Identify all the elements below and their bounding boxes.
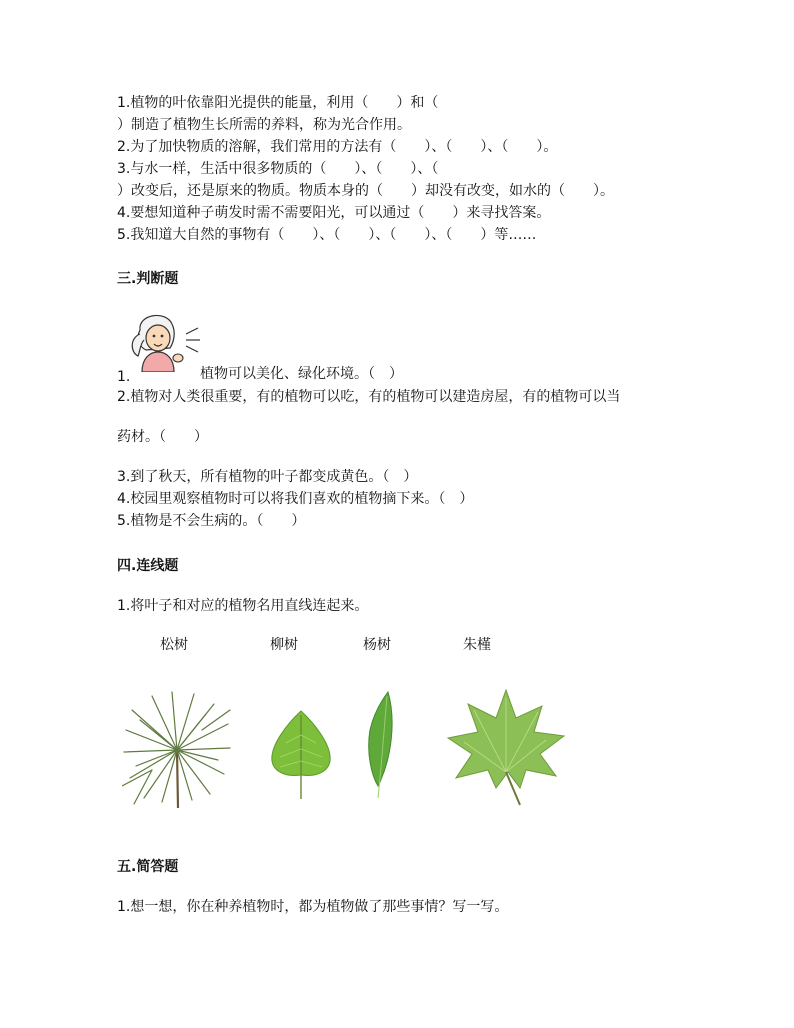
section-heading-match: 四.连线题 — [117, 558, 179, 574]
girl-speaking-illustration — [128, 308, 202, 372]
essay-q1: 1.想一想，你在种养植物时，都为植物做了那些事情？写一写。 — [117, 899, 509, 915]
willow-leaf-icon — [362, 690, 398, 800]
plant-name-willow: 柳树 — [270, 637, 298, 653]
match-instruction: 1.将叶子和对应的植物名用直线连起来。 — [117, 598, 369, 614]
section-heading-judge: 三.判断题 — [117, 271, 179, 287]
birch-leaf-image — [266, 705, 336, 800]
birch-leaf-icon — [266, 705, 336, 800]
judge-q3: 3.到了秋天，所有植物的叶子都变成黄色。（ ） — [117, 469, 418, 485]
fill-line-4: 3.与水一样，生活中很多物质的（ ）、（ ）、（ — [117, 161, 439, 177]
judge-q1-number: 1. — [117, 369, 131, 385]
plant-name-hibiscus: 朱槿 — [463, 637, 491, 653]
hibiscus-leaf-image — [446, 688, 566, 806]
fill-line-7: 5.我知道大自然的事物有（ ）、（ ）、（ ）、（ ）等…… — [117, 227, 537, 243]
pine-needles-icon — [122, 690, 232, 808]
fill-line-5: ）改变后，还是原来的物质。物质本身的（ ）却没有改变，如水的（ ）。 — [117, 183, 614, 199]
judge-q1-text: 植物可以美化、绿化环境。（ ） — [200, 366, 403, 382]
fill-line-6: 4.要想知道种子萌发时需不需要阳光，可以通过（ ）来寻找答案。 — [117, 205, 551, 221]
maple-leaf-icon — [446, 688, 566, 806]
judge-q5: 5.植物是不会生病的。（ ） — [117, 513, 306, 529]
section-heading-essay: 五.简答题 — [117, 859, 179, 875]
plant-name-pine: 松树 — [160, 637, 188, 653]
willow-leaf-image — [362, 690, 398, 800]
girl-speaking-icon — [128, 308, 202, 372]
pine-needles-image — [122, 690, 232, 808]
judge-q2-line1: 2.植物对人类很重要，有的植物可以吃，有的植物可以建造房屋，有的植物可以当 — [117, 389, 621, 405]
judge-q2-line2: 药材。（ ） — [117, 429, 208, 445]
fill-line-1: 1.植物的叶依靠阳光提供的能量，利用（ ）和（ — [117, 95, 439, 111]
fill-line-2: ）制造了植物生长所需的养料，称为光合作用。 — [117, 117, 411, 133]
judge-q4: 4.校园里观察植物时可以将我们喜欢的植物摘下来。（ ） — [117, 491, 474, 507]
fill-line-3: 2.为了加快物质的溶解，我们常用的方法有（ ）、（ ）、（ ）。 — [117, 139, 558, 155]
plant-name-poplar: 杨树 — [363, 637, 391, 653]
